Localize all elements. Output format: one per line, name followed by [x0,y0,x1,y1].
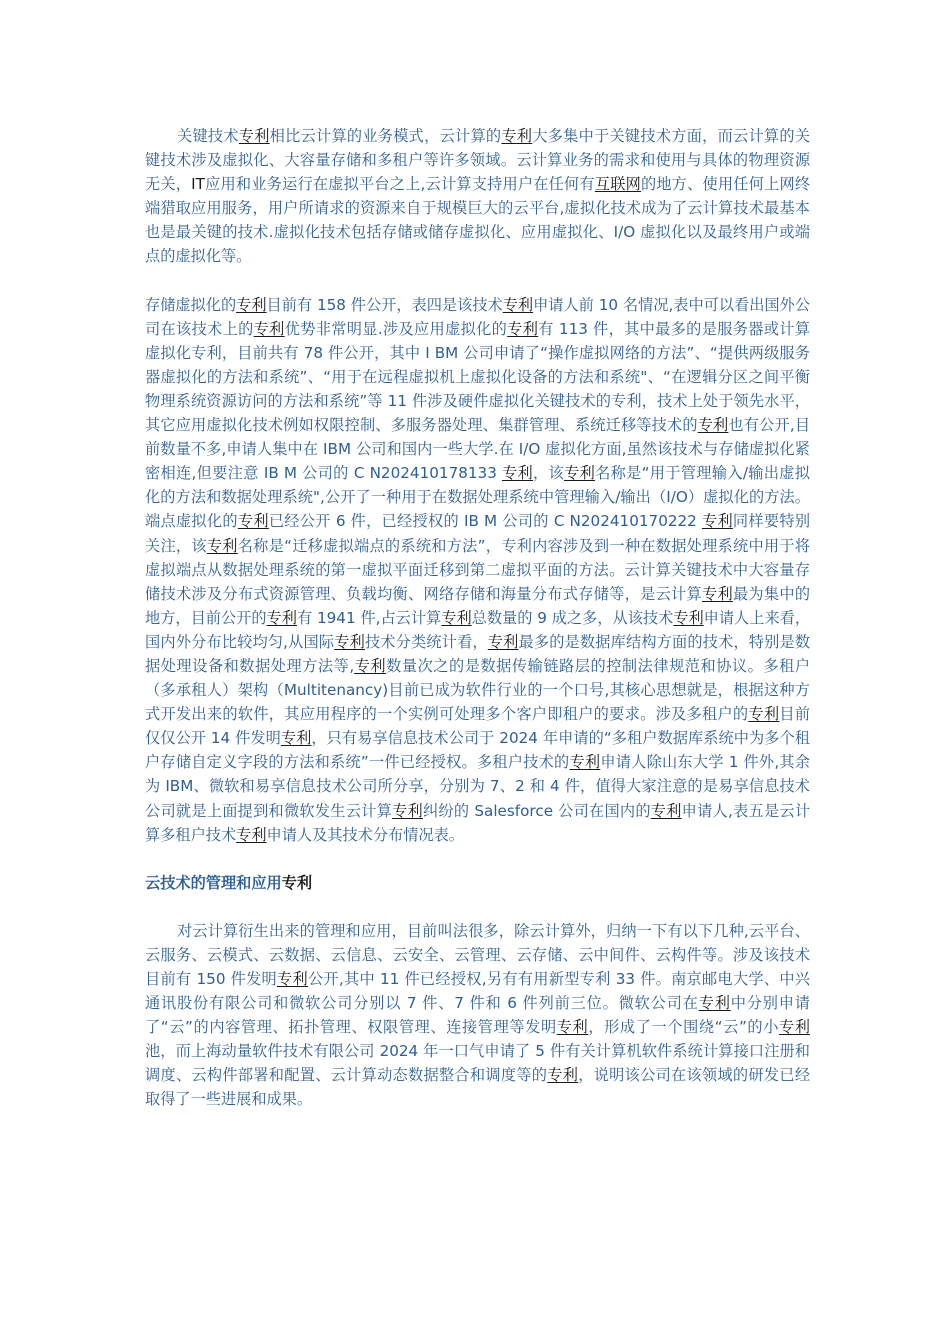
patent-link[interactable]: 专利 [673,608,704,627]
text-run: ，形成了一个围绕“云”的小 [588,1018,780,1037]
patent-link[interactable]: 专利 [266,608,297,627]
text-run: 对云计算衍生出来的管理和应用，目前叫法很多，除云计算外，归纳一下有以下几种,云平台、云服务、云模式、云数据、云信息、云安全、云管理、云存储、云中间件、云构件等。涉及该技术目前有 150 件发明 [145,921,810,988]
patent-link[interactable]: 专利 [501,127,533,145]
text-run: 数量次之的是数据传输链路层的控制法律规范和协议。多租户（多承租人）架构（Multitenancy)目前已成为软件行业的一个口号,其核心思想就是，根据这种方式开发出来的软件，其应用程序的一个实例可处理多个客户即租户的要求。涉及多租户的 [145,656,811,724]
paragraph-virtualization [145,124,810,269]
patent-link[interactable]: 专利 [354,656,387,675]
patent-link[interactable]: 专利 [206,536,238,555]
text-run: 的地方、使用任何上网终端猎取应用服务，用户所请求的资源来自于规模巨大的云平台,虚拟化技术成为了云计算技术最基本也是最关键的技术.虚拟化技术包括存储或储存虚拟化、应用虚拟化、I/O 虚拟化以及最终用户或端点的虚拟化等。 [145,175,811,266]
patent-link[interactable]: 专利 [569,753,601,772]
document-body [145,124,810,1111]
patent-link[interactable]: 专利 [487,632,519,651]
patent-link[interactable]: 专利 [441,608,472,627]
text-run: 池，而上海动量软件技术有限公司 2024 年一口气申请了 5 件有关计算机软件系统计算接口注册和调度、云构件部署和配置、云计算动态数据整合和调度等的 [145,1042,810,1085]
text-run: 应用和业务运行在虚拟平台之上,云计算支持用户在任何有 [204,175,595,194]
patent-link[interactable]: 专利 [280,729,312,748]
patent-link[interactable]: 专利 [701,584,733,603]
text-run: 相比云计算的业务模式，云计算的 [269,127,502,145]
text-run: 公开,其中 11 件已经授权,另有有用新型专利 33 件。南京邮电大学、中兴通讯股份有限公司和微软公司分别以 7 件、7 件和 6 件列前三位。微软公司在 [145,969,810,1012]
text-run: 也有公开,目前数量不多,申请人集中在 IBM 公司和国内一些大学.在 I/O 虚拟化方面,虽然该技术与存储虚拟化紧密相连,但要注意 IB M 公司的 C N202410178133 [145,416,811,483]
text-run: 总数量的 9 成之多，从该技术 [471,608,674,627]
text-run: ，说明该公司在该领域的研发已经取得了一些进展和成果。 [145,1066,811,1109]
patent-link[interactable]: 专利 [236,295,267,314]
paragraph-patent-analysis [145,293,810,847]
text-run: 申请人及其技术分布情况表。 [266,825,464,844]
section-heading [145,871,810,895]
text-run: 纠纷的 Salesforce 公司在国内的 [422,801,651,820]
patent-link[interactable]: 互联网 [594,175,641,194]
text-run: 最为集中的地方，目前公开的 [145,584,811,627]
paragraph-cloud-management [145,919,810,1112]
text-run: 名称是“用于管理输入/输出虚拟化的方法和数据处理系统",公开了一种用于在数据处理系统中管理输入/输出（I/O）虚拟化的方法。端点虚拟化的 [145,464,810,531]
patent-link[interactable]: 专利 [779,1018,810,1037]
text-run: 申请人除山东大学 1 件外,其余为 IBM、微软和易享信息技术公司所分享，分别为 7、2 和 4 件，值得大家注意的是易享信息技术公司就是上面提到和微软发生云计算 [145,753,810,820]
patent-link[interactable]: 专利 [564,464,596,483]
patent-link[interactable]: 专利 [392,801,423,820]
text-run: 申请人上来看，国内外分布比较均匀,从国际 [145,608,811,651]
text-run: 名称是“迁移虚拟端点的系统和方法”，专利内容涉及到一种在数据处理系统中用于将虚拟端点从数据处理系统的第一虚拟平面迁移到第二虚拟平面的方法。云计算关键技术中大容量存储技术涉及分布式资源管理、负载均衡、网络存储和海量分布式存储等，是云计算 [145,536,810,603]
dark-text: IT [191,175,205,194]
patent-link[interactable]: 专利 [334,632,365,651]
text-run: 目前有 158 件公开，表四是该技术 [266,295,503,314]
patent-link[interactable]: 专利 [507,319,539,338]
text-run: ，只有易享信息技术公司于 2024 年申请的“多租户数据库系统中为多个租户存储自定义字段的方法和系统”一件已经授权。多租户技术的 [145,729,810,772]
patent-link[interactable]: 专利 [697,416,729,435]
text-run: 最多的是数据库结构方面的技术，特别是数据处理设备和数据处理方法等, [145,632,811,675]
patent-link[interactable]: 专利 [698,994,731,1012]
patent-link[interactable]: 专利 [547,1066,579,1085]
patent-link[interactable]: 专利 [502,464,534,483]
text-run: 技术分类统计看， [364,632,488,651]
text-run: 已经公开 6 件，已经授权的 IB M 公司的 C N202410170222 [268,512,702,531]
patent-link[interactable]: 专利 [556,1018,589,1037]
patent-link[interactable]: 专利 [277,969,308,988]
text-run: ，该 [533,464,565,483]
patent-link[interactable]: 专利 [748,705,780,724]
patent-link[interactable]: 专利 [237,512,269,531]
text-run: 申请人,表五是云计算多租户技术 [145,801,811,844]
patent-link[interactable]: 专利 [650,801,682,820]
patent-link[interactable]: 专利 [236,825,267,844]
text-run: 大多集中于关键技术方面，而云计算的关键技术涉及虚拟化、大容量存储和多租户等许多领域。云计算业务的需求和使用与具体的物理资源无关， [145,127,811,194]
patent-link[interactable]: 专利 [253,319,285,338]
text-run: 有 113 件，其中最多的是服务器或计算虚拟化专利，目前共有 78 件公开，其中 I BM 公司申请了“操作虚拟网络的方法”、“提供两级服务器虚拟化的方法和系统”、“用于在远程虚拟机上虚拟化设备的方法和系统"、“在逻辑分区之间平衡物理系统资源访问的方法和系统”等 11 件涉及硬件虚拟化关键技术的专利，技术上处于领先水平，其它应用虚拟化技术例如权限控制、多服务器处理、集群管理、系统迁移等技术的 [145,319,811,435]
patent-link[interactable]: 专利 [502,295,534,314]
text-run: 目前仅仅公开 14 件发明 [145,705,811,748]
text-run: 优势非常明显.涉及应用虚拟化的 [284,319,508,338]
dark-text: 专利 [281,873,313,892]
patent-link[interactable]: 专利 [238,127,270,145]
text-run: 同样要特别关注，该 [145,512,811,555]
text-run: 存储虚拟化的 [145,295,237,314]
text-run: 云技术的管理和应用 [145,873,282,892]
text-run: 有 1941 件,占云计算 [296,608,442,627]
text-run: 关键技术 [177,127,239,145]
patent-link[interactable]: 专利 [701,512,733,531]
text-run: 中分别申请了“云”的内容管理、拓扑管理、权限管理、连接管理等发明 [145,994,810,1037]
text-run: 申请人前 10 名情况,表中可以看出国外公司在该技术上的 [145,295,811,338]
